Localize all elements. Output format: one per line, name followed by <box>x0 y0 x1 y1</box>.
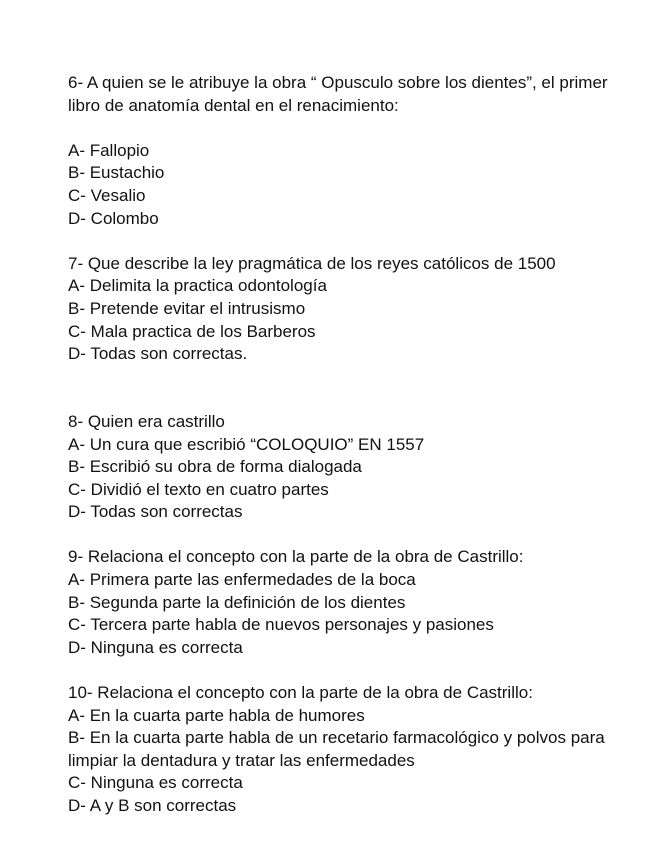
question-10 <box>68 682 628 818</box>
question-10-option-a: A- En la cuarta parte habla de humores <box>68 705 365 725</box>
question-7-option-b: B- Pretende evitar el intrusismo <box>68 298 306 318</box>
question-6-option-d: D- Colombo <box>68 208 159 228</box>
question-7-option-d: D- Todas son correctas. <box>68 344 248 364</box>
question-6 <box>68 72 628 230</box>
question-7-option-c: C- Mala practica de los Barberos <box>68 321 316 341</box>
question-8-option-d: D- Todas son correctas <box>68 502 243 522</box>
question-7-text: 7- Que describe la ley pragmática de los reyes católicos de 1500 <box>68 253 556 273</box>
question-6-option-c: C- Vesalio <box>68 185 146 205</box>
question-8-option-a: A- Un cura que escribió “COLOQUIO” EN 1557 <box>68 434 425 454</box>
question-8-text: 8- Quien era castrillo <box>68 411 225 431</box>
question-9-option-d: D- Ninguna es correcta <box>68 637 243 657</box>
question-8-option-c: C- Dividió el texto en cuatro partes <box>68 479 329 499</box>
question-9 <box>68 546 628 659</box>
question-9-option-a: A- Primera parte las enfermedades de la boca <box>68 570 416 590</box>
question-9-text: 9- Relaciona el concepto con la parte de la obra de Castrillo: <box>68 547 524 567</box>
question-6-option-b: B- Eustachio <box>68 163 165 183</box>
question-6-text: 6- A quien se le atribuye la obra “ Opusculo sobre los dientes”, el primer libro de anatomía dental en el renacimiento: <box>68 73 613 115</box>
question-7-option-a: A- Delimita la practica odontología <box>68 276 327 296</box>
question-8-option-b: B- Escribió su obra de forma dialogada <box>68 457 362 477</box>
question-10-option-b: B- En la cuarta parte habla de un recetario farmacológico y polvos para limpiar la dentadura y tratar las enfermedades <box>68 728 605 770</box>
document-page <box>68 72 628 818</box>
question-10-text: 10- Relaciona el concepto con la parte de la obra de Castrillo: <box>68 683 533 703</box>
question-10-option-c: C- Ninguna es correcta <box>68 773 243 793</box>
question-10-option-d: D- A y B son correctas <box>68 796 237 815</box>
question-6-option-a: A- Fallopio <box>68 140 150 160</box>
question-7 <box>68 253 628 366</box>
question-9-option-b: B- Segunda parte la definición de los dientes <box>68 592 406 612</box>
question-8 <box>68 411 628 524</box>
question-9-option-c: C- Tercera parte habla de nuevos personajes y pasiones <box>68 615 494 635</box>
